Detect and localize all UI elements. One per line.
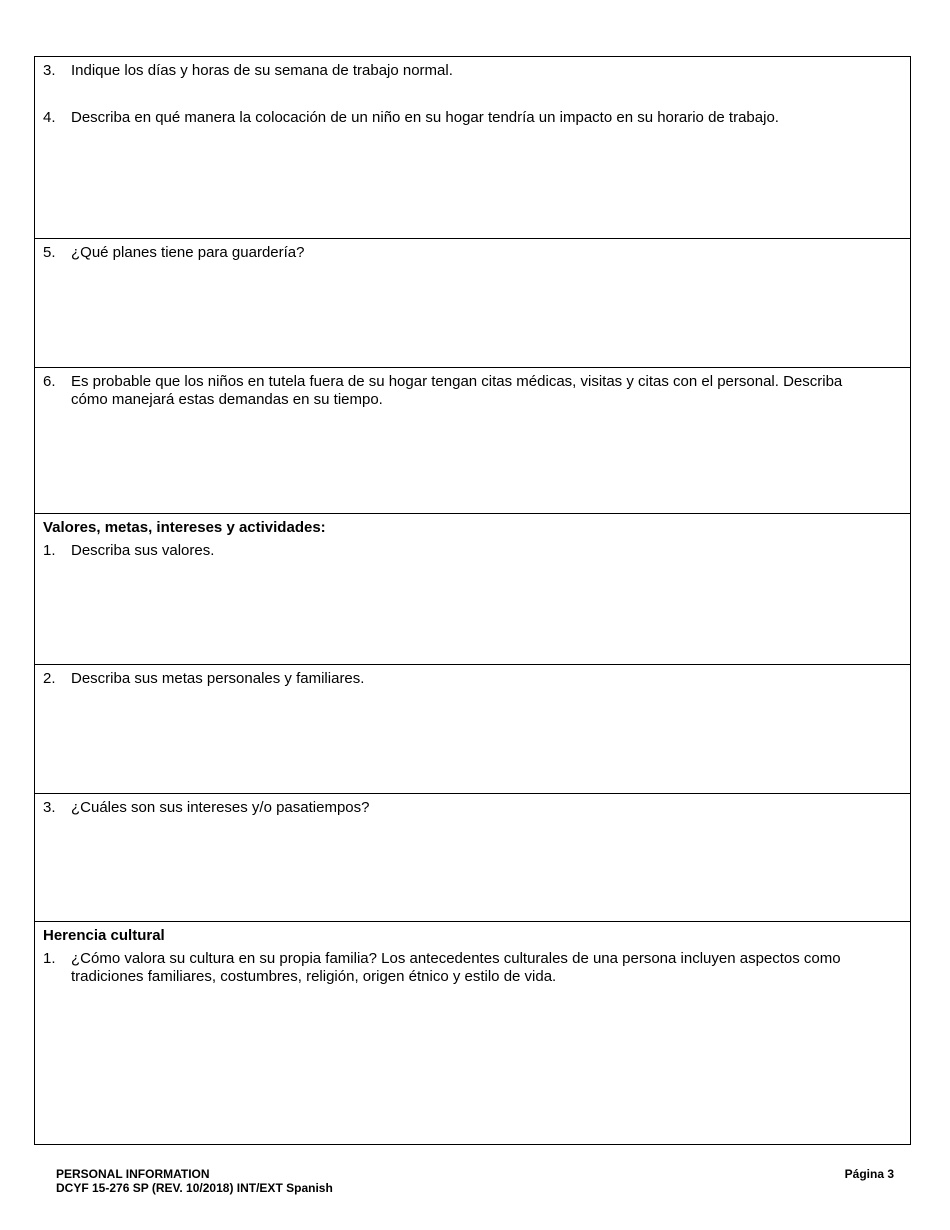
- question-text: ¿Cómo valora su cultura en su propia familia? Los antecedentes culturales de una persona incluyen aspectos como tradiciones familiares, costumbres, religión, origen étnico y estilo de vida.: [71, 950, 841, 985]
- section-values: [35, 514, 910, 665]
- question-2-goals: [43, 670, 880, 688]
- question-text: Describa en qué manera la colocación de un niño en su hogar tendría un impacto en su horario de trabajo.: [71, 109, 779, 126]
- section-childcare: [35, 239, 910, 368]
- question-number: 2.: [43, 670, 56, 687]
- question-text: ¿Qué planes tiene para guardería?: [71, 244, 305, 261]
- section-heading-values: Valores, metas, intereses y actividades:: [43, 519, 326, 536]
- question-text: Describa sus valores.: [71, 542, 215, 559]
- question-text: Indique los días y horas de su semana de trabajo normal.: [71, 62, 453, 79]
- question-3-interests: [43, 799, 880, 817]
- question-text: ¿Cuáles son sus intereses y/o pasatiempos?: [71, 799, 370, 816]
- question-number: 3.: [43, 62, 56, 79]
- question-number: 1.: [43, 950, 56, 967]
- question-3-work-days: [43, 62, 880, 80]
- question-1-values: [43, 542, 880, 560]
- question-4-work-impact: [43, 109, 880, 127]
- section-appointments: [35, 368, 910, 514]
- footer-page-number: Página 3: [844, 1167, 894, 1181]
- question-text: Describa sus metas personales y familiares.: [71, 670, 365, 687]
- section-cultural-heritage: [35, 922, 910, 1144]
- footer-form-name: PERSONAL INFORMATION: [56, 1167, 210, 1181]
- question-number: 1.: [43, 542, 56, 559]
- form-table: [34, 56, 911, 1145]
- question-number: 3.: [43, 799, 56, 816]
- question-5-childcare: [43, 244, 880, 262]
- section-heading-heritage: Herencia cultural: [43, 927, 165, 944]
- section-interests: [35, 794, 910, 922]
- question-text: Es probable que los niños en tutela fuera de su hogar tengan citas médicas, visitas y citas con el personal. Describa cómo manejará estas demandas en su tiempo.: [71, 373, 843, 408]
- footer-form-code: DCYF 15-276 SP (REV. 10/2018) INT/EXT Spanish: [56, 1181, 333, 1195]
- section-work-schedule: [35, 57, 910, 239]
- section-goals: [35, 665, 910, 794]
- question-number: 6.: [43, 373, 56, 390]
- footer-form-info: [56, 1167, 333, 1195]
- question-number: 4.: [43, 109, 56, 126]
- question-number: 5.: [43, 244, 56, 261]
- question-6-appointments: [43, 373, 880, 409]
- question-1-culture: [43, 950, 880, 986]
